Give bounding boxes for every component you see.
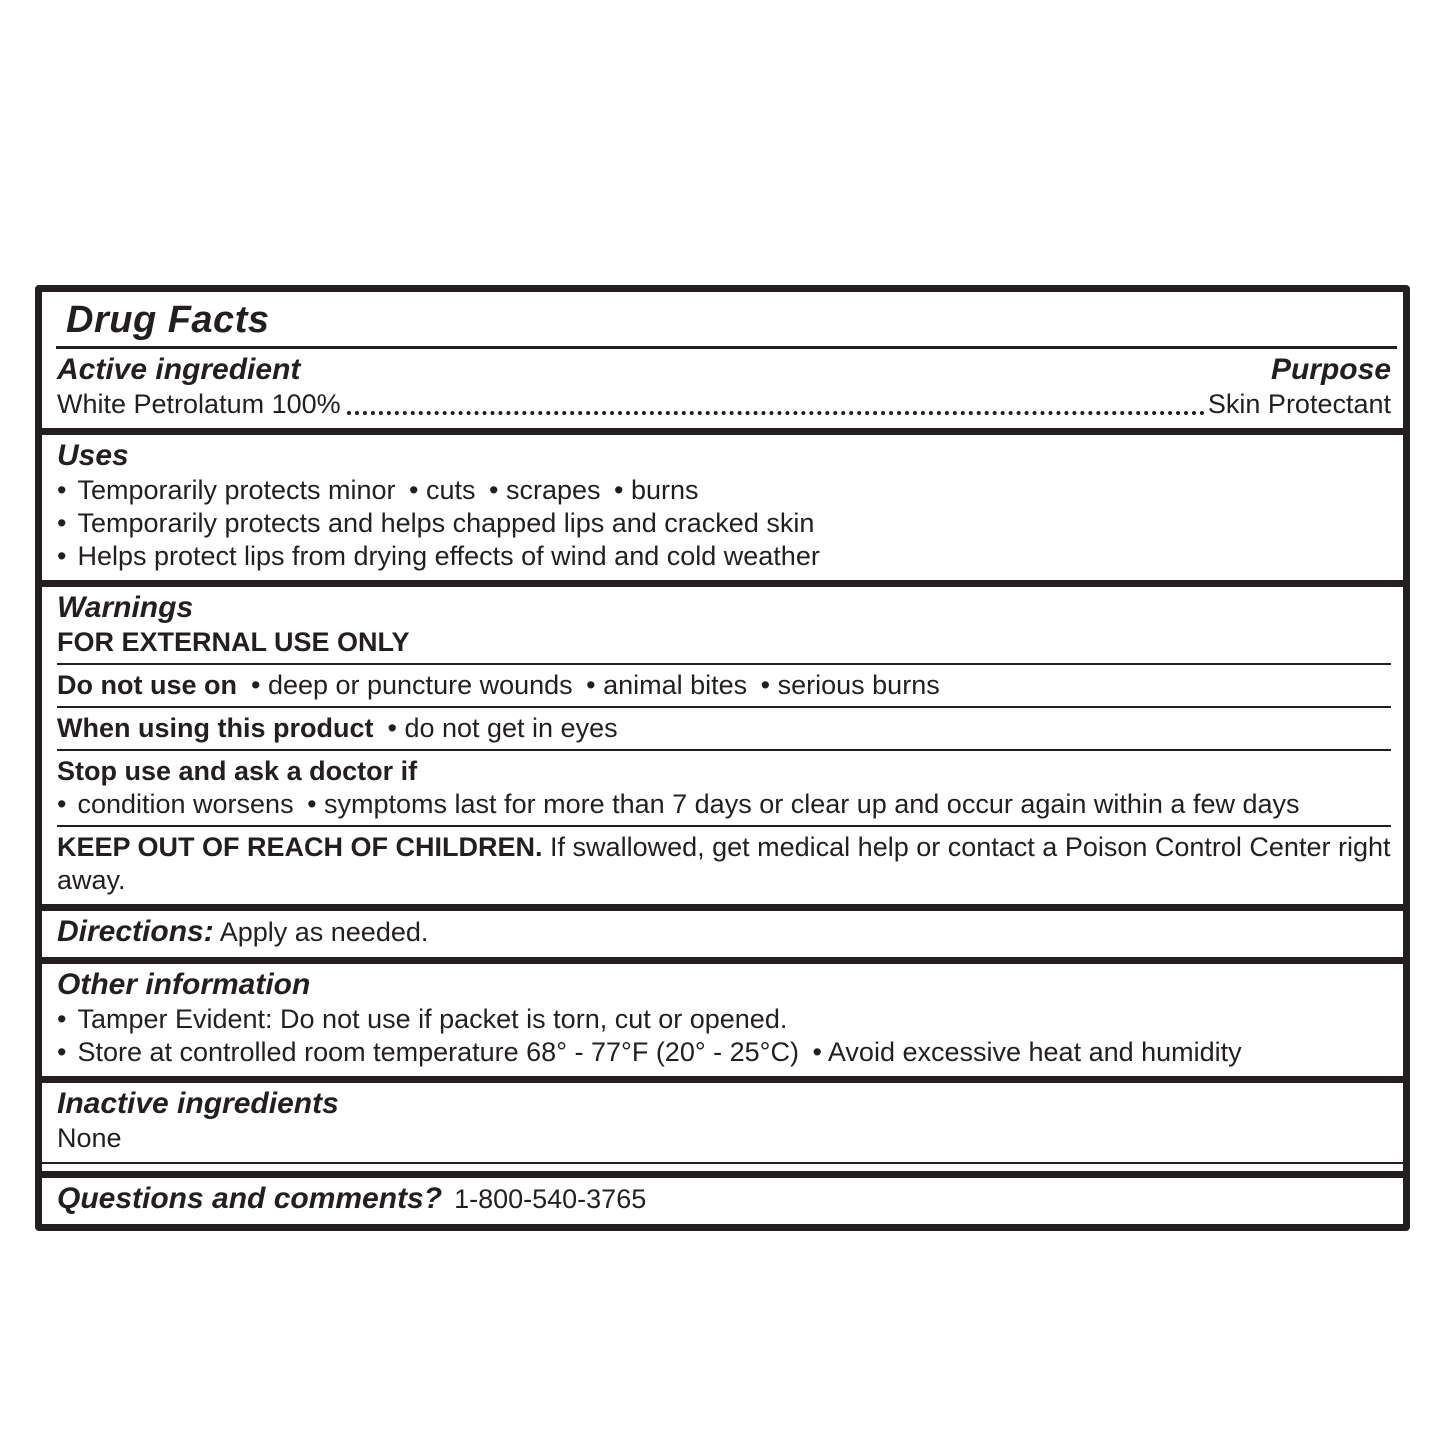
inactive-ingredients-section xyxy=(42,1083,1403,1162)
active-ingredient-name: White Petrolatum 100% xyxy=(57,389,341,419)
other-information-section xyxy=(42,964,1403,1076)
keep-out-lead: KEEP OUT OF REACH OF CHILDREN. xyxy=(57,832,543,862)
directions-heading: Directions: xyxy=(57,915,214,948)
when-using-text: • do not get in eyes xyxy=(387,713,618,743)
warnings-divider xyxy=(57,825,1391,827)
purpose-value: Skin Protectant xyxy=(1207,389,1391,419)
active-ingredient-section xyxy=(42,349,1403,428)
bullet-icon: • xyxy=(57,541,67,571)
warnings-section xyxy=(42,587,1403,904)
drug-facts-title: Drug Facts xyxy=(66,299,270,341)
uses-section xyxy=(42,435,1403,580)
bullet-icon: • xyxy=(57,508,67,538)
warnings-divider xyxy=(57,663,1391,665)
section-divider xyxy=(42,1171,1403,1178)
section-divider xyxy=(42,957,1403,964)
directions-line xyxy=(57,914,1391,950)
active-ingredient-heading: Active ingredient xyxy=(57,353,301,386)
do-not-use-line xyxy=(57,669,1391,702)
other-information-heading: Other information xyxy=(57,968,311,1001)
other-info-bullet-2 xyxy=(57,1036,1391,1069)
section-divider xyxy=(42,428,1403,435)
uses-bullet-1 xyxy=(57,474,1391,507)
stop-use-bullet xyxy=(57,788,1391,821)
keep-out-paragraph xyxy=(57,831,1391,897)
uses-bullet-3 xyxy=(57,540,1391,573)
keep-out-text: If swallowed, get medical help or contact a Poison Control Center right away. xyxy=(57,832,1391,895)
directions-text: Apply as needed. xyxy=(219,917,429,947)
inactive-ingredients-heading: Inactive ingredients xyxy=(57,1087,339,1120)
bullet-icon: • xyxy=(57,789,67,819)
other-info-bullet-2-text: Store at controlled room temperature 68° - 77°F (20° - 25°C) • Avoid excessive heat and humidity xyxy=(77,1037,1242,1067)
other-info-bullet-1-text: Tamper Evident: Do not use if packet is torn, cut or opened. xyxy=(77,1004,788,1034)
external-use-only: FOR EXTERNAL USE ONLY xyxy=(57,627,410,657)
bullet-icon: • xyxy=(57,475,67,505)
warnings-divider xyxy=(57,749,1391,751)
bullet-icon: • xyxy=(57,1004,67,1034)
warnings-divider xyxy=(57,706,1391,708)
bullet-icon: • xyxy=(57,1037,67,1067)
uses-bullet-1-text: Temporarily protects minor • cuts • scrapes • burns xyxy=(77,475,699,505)
warnings-heading: Warnings xyxy=(57,591,194,624)
inactive-ingredients-value: None xyxy=(57,1123,122,1153)
divider-gap xyxy=(42,1164,1403,1171)
directions-section xyxy=(42,911,1403,957)
when-using-line xyxy=(57,712,1391,745)
section-divider xyxy=(42,1076,1403,1083)
section-divider xyxy=(42,580,1403,587)
uses-heading: Uses xyxy=(57,439,129,472)
stop-use-heading: Stop use and ask a doctor if xyxy=(57,756,418,786)
questions-section xyxy=(42,1178,1403,1224)
do-not-use-lead: Do not use on xyxy=(57,670,237,700)
uses-bullet-3-text: Helps protect lips from drying effects of wind and cold weather xyxy=(77,541,820,571)
uses-bullet-2 xyxy=(57,507,1391,540)
do-not-use-text: • deep or puncture wounds • animal bites • serious burns xyxy=(250,670,940,700)
when-using-lead: When using this product xyxy=(57,713,374,743)
section-divider xyxy=(42,904,1403,911)
other-info-bullet-1 xyxy=(57,1003,1391,1036)
drug-facts-panel xyxy=(35,285,1410,1231)
questions-heading: Questions and comments? xyxy=(57,1182,443,1215)
stop-use-bullet-text: condition worsens • symptoms last for more than 7 days or clear up and occur again within a few days xyxy=(77,789,1300,819)
uses-bullet-2-text: Temporarily protects and helps chapped lips and cracked skin xyxy=(77,508,815,538)
dotted-leader xyxy=(347,411,1205,415)
questions-phone: 1-800-540-3765 xyxy=(454,1184,647,1214)
purpose-heading: Purpose xyxy=(1270,353,1391,386)
